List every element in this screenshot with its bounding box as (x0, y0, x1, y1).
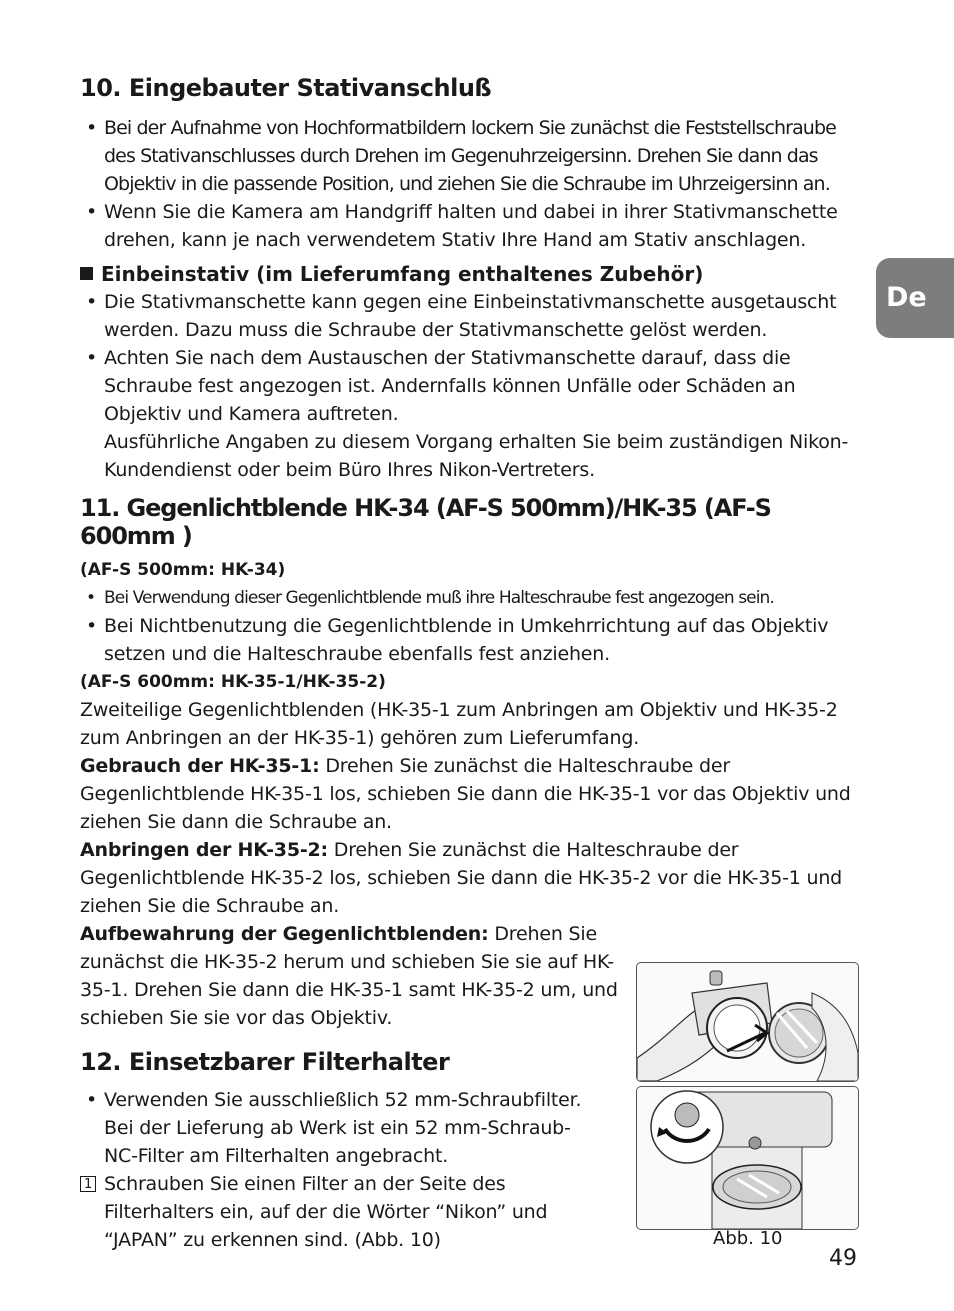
store-paragraph (80, 920, 640, 1032)
section-12-title: 12. Einsetzbarer Filterhalter (80, 1048, 450, 1076)
step-number-badge: 1 (80, 1176, 96, 1192)
language-tab: De (876, 258, 954, 338)
step-text: Schrauben Sie einen Filter an der Seite des Filterhalters ein, auf der die Wörter “Nikon” und “JAPAN” zu erkennen sind. (Abb. 10) (104, 1173, 548, 1251)
list-item: • Die Stativmanschette kann gegen eine Einbeinstativmanschette ausgetauscht werden. Dazu muss die Schraube der Stativmanschette gelöst werden. (80, 288, 860, 344)
list-item: • Bei der Aufnahme von Hochformatbildern lockern Sie zunächst die Feststellschraube des Stativanschlusses durch Drehen im Gegenuhrzeigersinn. Drehen Sie dann das Objektiv in die passende Position, und ziehen Sie die Schraube im Uhrzeigersinn an. (80, 114, 860, 198)
use-paragraph (80, 752, 860, 836)
figure-panel-top (636, 962, 859, 1082)
list-item-note: Ausführliche Angaben zu diesem Vorgang erhalten Sie beim zuständigen Nikon-Kundendienst oder beim Büro Ihres Nikon-Vertreters. (104, 431, 849, 481)
list-item: • Wenn Sie die Kamera am Handgriff halten und dabei in ihrer Stativmanschette drehen, kann je nach verwendetem Stativ Ihre Hand am Stativ anschlagen. (80, 198, 860, 254)
section-12-bullets (80, 1086, 600, 1170)
store-text: Drehen Sie zunächst die HK-35-2 herum und schieben Sie sie auf HK-35-1. Drehen Sie dann die HK-35-1 samt HK-35-2 um, und schieben Sie sie vor das Objektiv. (80, 923, 618, 1029)
step-1 (80, 1170, 604, 1254)
list-item: • Bei Verwendung dieser Gegenlichtblende muß ihre Halteschraube fest angezogen sein. (80, 584, 860, 612)
subsection-heading (80, 262, 860, 286)
attach-label: Anbringen der HK-35-2: (80, 839, 328, 861)
subsection-heading-text: Einbeinstativ (im Lieferumfang enthaltenes Zubehör) (101, 262, 704, 286)
page-number: 49 (829, 1246, 857, 1271)
list-item: • Verwenden Sie ausschließlich 52 mm-Schraubfilter. Bei der Lieferung ab Werk ist ein 52 mm-Schraub-NC-Filter am Filterhalten angebracht. (80, 1086, 600, 1170)
section-10-bullets (80, 114, 860, 254)
section-11-subheading-500: (AF-S 500mm: HK-34) (80, 560, 286, 580)
square-bullet-icon (80, 267, 93, 280)
use-text: Drehen Sie zunächst die Halteschraube der Gegenlichtblende HK-35-1 los, schieben Sie dann die HK-35-1 vor das Objektiv und ziehen Sie dann die Schraube an. (80, 755, 851, 833)
list-item: • Bei Nichtbenutzung die Gegenlichtblende in Umkehrrichtung auf das Objektiv setzen und die Halteschraube ebenfalls fest anziehen. (80, 612, 860, 668)
attach-paragraph (80, 836, 860, 920)
section-11-subheading-600: (AF-S 600mm: HK-35-1/HK-35-2) (80, 672, 386, 692)
subsection-bullets (80, 288, 860, 484)
lens-filter-illustration (637, 1087, 858, 1229)
figure-panel-bottom (636, 1086, 859, 1230)
store-label: Aufbewahrung der Gegenlichtblenden: (80, 923, 489, 945)
list-item-text: Achten Sie nach dem Austauschen der Stativmanschette darauf, dass die Schraube fest angezogen ist. Andernfalls können Unfälle oder Schäden an Objektiv und Kamera auftreten. (104, 347, 796, 425)
section-10-title: 10. Eingebauter Stativanschluß (80, 74, 492, 102)
figure-caption: Abb. 10 (713, 1228, 783, 1249)
intro-paragraph: Zweiteilige Gegenlichtblenden (HK-35-1 zum Anbringen am Objektiv und HK-35-2 zum Anbringen an der HK-35-1) gehören zum Lieferumfang. (80, 699, 838, 749)
section-11-title: 11. Gegenlichtblende HK-34 (AF-S 500mm)/HK-35 (AF-S 600mm ) (80, 494, 771, 550)
use-label: Gebrauch der HK-35-1: (80, 755, 320, 777)
list-item (80, 344, 860, 484)
attach-text: Drehen Sie zunächst die Halteschraube der Gegenlichtblende HK-35-2 los, schieben Sie dann die HK-35-2 vor die HK-35-1 und ziehen Sie die Schraube an. (80, 839, 843, 917)
section-11-bullets (80, 584, 860, 668)
filter-holder-illustration (637, 963, 858, 1081)
